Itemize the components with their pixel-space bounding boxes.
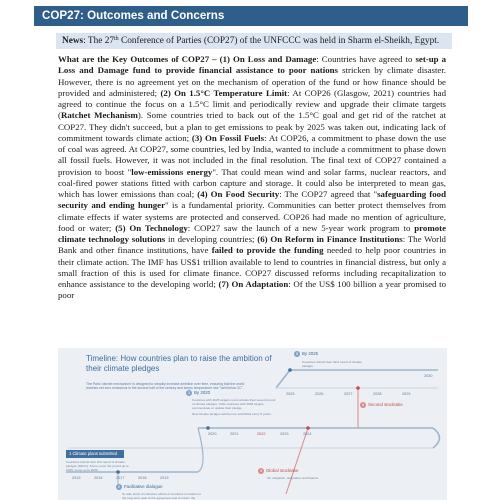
body-bold-segment: (2) On 1.5°C Temperature Limit [160,87,288,98]
year-label: 2016 [94,476,103,480]
news-text-start: : The 27 [83,36,115,46]
body-bold-segment: (7) On Adaptation [218,279,289,289]
timeline-marker [306,426,310,430]
body-bold-segment: low-emissions energy [131,166,213,177]
point-description: New climate pledges will then be submitted every 5 years. [192,412,272,416]
point-number-badge: 5 [295,351,299,356]
point-description: Countries with 2025 targets communicate their second round of climate pledges, while countries with 2030 targets communicate or update their pledge. [192,398,276,410]
body-bold-segment: failed to provide the funding [211,245,324,256]
year-label: 2019 [160,476,169,480]
year-label: 2028 [373,392,382,396]
body-bold-segment: safeguarding food security and ending hunger [58,189,446,211]
timeline-figure [58,348,447,500]
point-description: To take stock of collective efforts of countries in relation to the long-term goal of the agreement and to inform the [122,492,202,500]
body-text-segment: : Of the US$ 100 billion a year promised to poor [58,279,446,301]
point-description: Countries submit their first round of climate pledges (NDCs). Some cover the period up to 2025, some up to 2030. [66,460,129,472]
body-text-segment: : The COP27 agreed that " [279,189,378,199]
body-text-segment: : The World Bank and other finance institutions, have [58,234,446,256]
body-text-segment: " is a fundamental priority. Communities can better protect themselves from climate effects if water systems are protected and conserved. COP26 had made no mention of agriculture, food or water; [58,200,446,233]
body-bold-segment: (4) On Food Security [197,189,280,199]
timeline-marker [288,368,292,372]
body-text-segment: ). Some countries tried to back out of the 1.5°C goal and get rid of the ratchet at COP27. They didn't succeed, but a plan to get emissions to peak by 2025 was taken out, indicating lack of commitment towards climate action; [58,110,446,143]
point-description: Countries submit their third round of climate pledges. [302,360,362,368]
key-outcomes-heading: What are the Key Outcomes of COP27 – (1) On Loss and Damage [58,54,317,64]
point-number-badge: 6 [361,402,365,407]
point-number-badge: 4 [259,468,263,473]
body-bold-segment: promote climate technology solutions [58,222,446,244]
point-label: By 2025 [302,351,319,356]
year-label: 2027 [344,392,353,396]
point-label: Global stocktake [266,468,299,473]
figure-title: Timeline: How countries plan to raise the ambition of their climate pledges [86,354,272,373]
timeline-curve [433,428,440,448]
year-label: 2023 [280,432,289,436]
article-body [58,54,446,330]
body-bold-segment: Ratchet Mechanism [60,110,138,121]
body-text-segment: stricken by climate disaster. However, there is no agreement yet on the mechanism of operation of the fund or how finance should be provided and administered; [58,65,446,98]
point-label: Climate plans submitted [72,451,118,456]
timeline-point-5 [294,351,318,357]
year-label: 2018 [138,476,147,480]
body-text-segment: in developing countries; [165,234,258,244]
article-paragraph [58,54,446,302]
point-label: Facilitative dialogue [124,484,163,489]
body-bold-segment: (5) On Technology [115,222,188,233]
timeline-point-4 [258,468,298,474]
year-label: 2025 [286,392,295,396]
page-title: COP27: Outcomes and Concerns [34,6,468,26]
body-text-segment: ". That could mean wind and solar farms, nuclear reactors, and coal-fired power stations fitted with carbon capture and storage. It could also be interpreted to mean gas, which has lower emissions than coal; [58,166,446,199]
body-text-segment: needed to help poor countries in their climate action. The IMF has US$1 trillion available to lend to countries in financial distress, but only a small fraction of this is used for climate finance. COP27 discussed reforms including recapitalization to enhance assistance to the developing world; [58,245,446,289]
year-label: 2017 [116,476,125,480]
figure-intro: The Paris 'ratchet mechanism' is designed to steadily increase ambition over time, ensuring that the world reaches net zero emissions in the second half of the century and keeps temperature rise "well below 2C". [86,382,245,391]
year-label: 2022 [257,432,266,436]
timeline-point-1 [66,450,124,458]
body-text-segment: : At COP26, a commitment to phase down the use of coal was agreed. At COP27, some countries, led by India, wanted to include a commitment to phase down all fossil fuels. However, it was not included in the final resolution. The final text of COP27 contained a provision to boost " [58,132,446,177]
timeline-point-2 [116,484,163,490]
year-label: 2020 [208,432,217,436]
body-text-segment: : At COP26 (Glasgow, 2021) countries had agreed to continue the focus on a 1.5°C limit and periodically review and upgrade their climate targets ( [58,87,446,121]
point-number-badge: 3 [187,390,191,395]
news-text-end: Conference of Parties (COP27) of the UNFCCC was held in Sharm el-Sheikh, Egypt. [118,36,440,46]
point-number-badge: 1 [69,451,72,456]
point-number-badge: 2 [117,484,121,489]
year-label: 2021 [230,432,239,436]
year-label: 2024 [303,432,312,436]
year-label: 2015 [72,476,81,480]
body-bold-segment: (3) On Fossil Fuels [191,132,265,143]
year-label: 2030 [424,374,433,378]
body-text-segment: : COP27 saw the launch of a new 5-year work program to [187,222,415,233]
point-label: Second stocktake [368,402,403,407]
timeline-marker [206,426,210,430]
body-bold-segment: set-up a Loss and Damage fund to provide financial assistance to poor nations [58,54,446,76]
year-label: 2026 [315,392,324,396]
body-bold-segment: (6) On Reform in Finance Institutions [257,234,403,244]
timeline-point-3 [186,390,210,396]
body-text-segment: : Countries have agreed to [316,54,416,64]
year-label: 2029 [402,392,411,396]
timeline-point-6 [360,402,403,408]
stocktake-connector [286,428,308,494]
timeline-marker [356,386,360,390]
news-banner [56,33,452,49]
point-label: By 2020 [194,390,211,395]
timeline-curve [198,428,203,472]
news-ordinal: th [114,36,119,42]
news-label: News [62,36,84,46]
point-description: On mitigation, adaptation and finance. [267,476,320,480]
